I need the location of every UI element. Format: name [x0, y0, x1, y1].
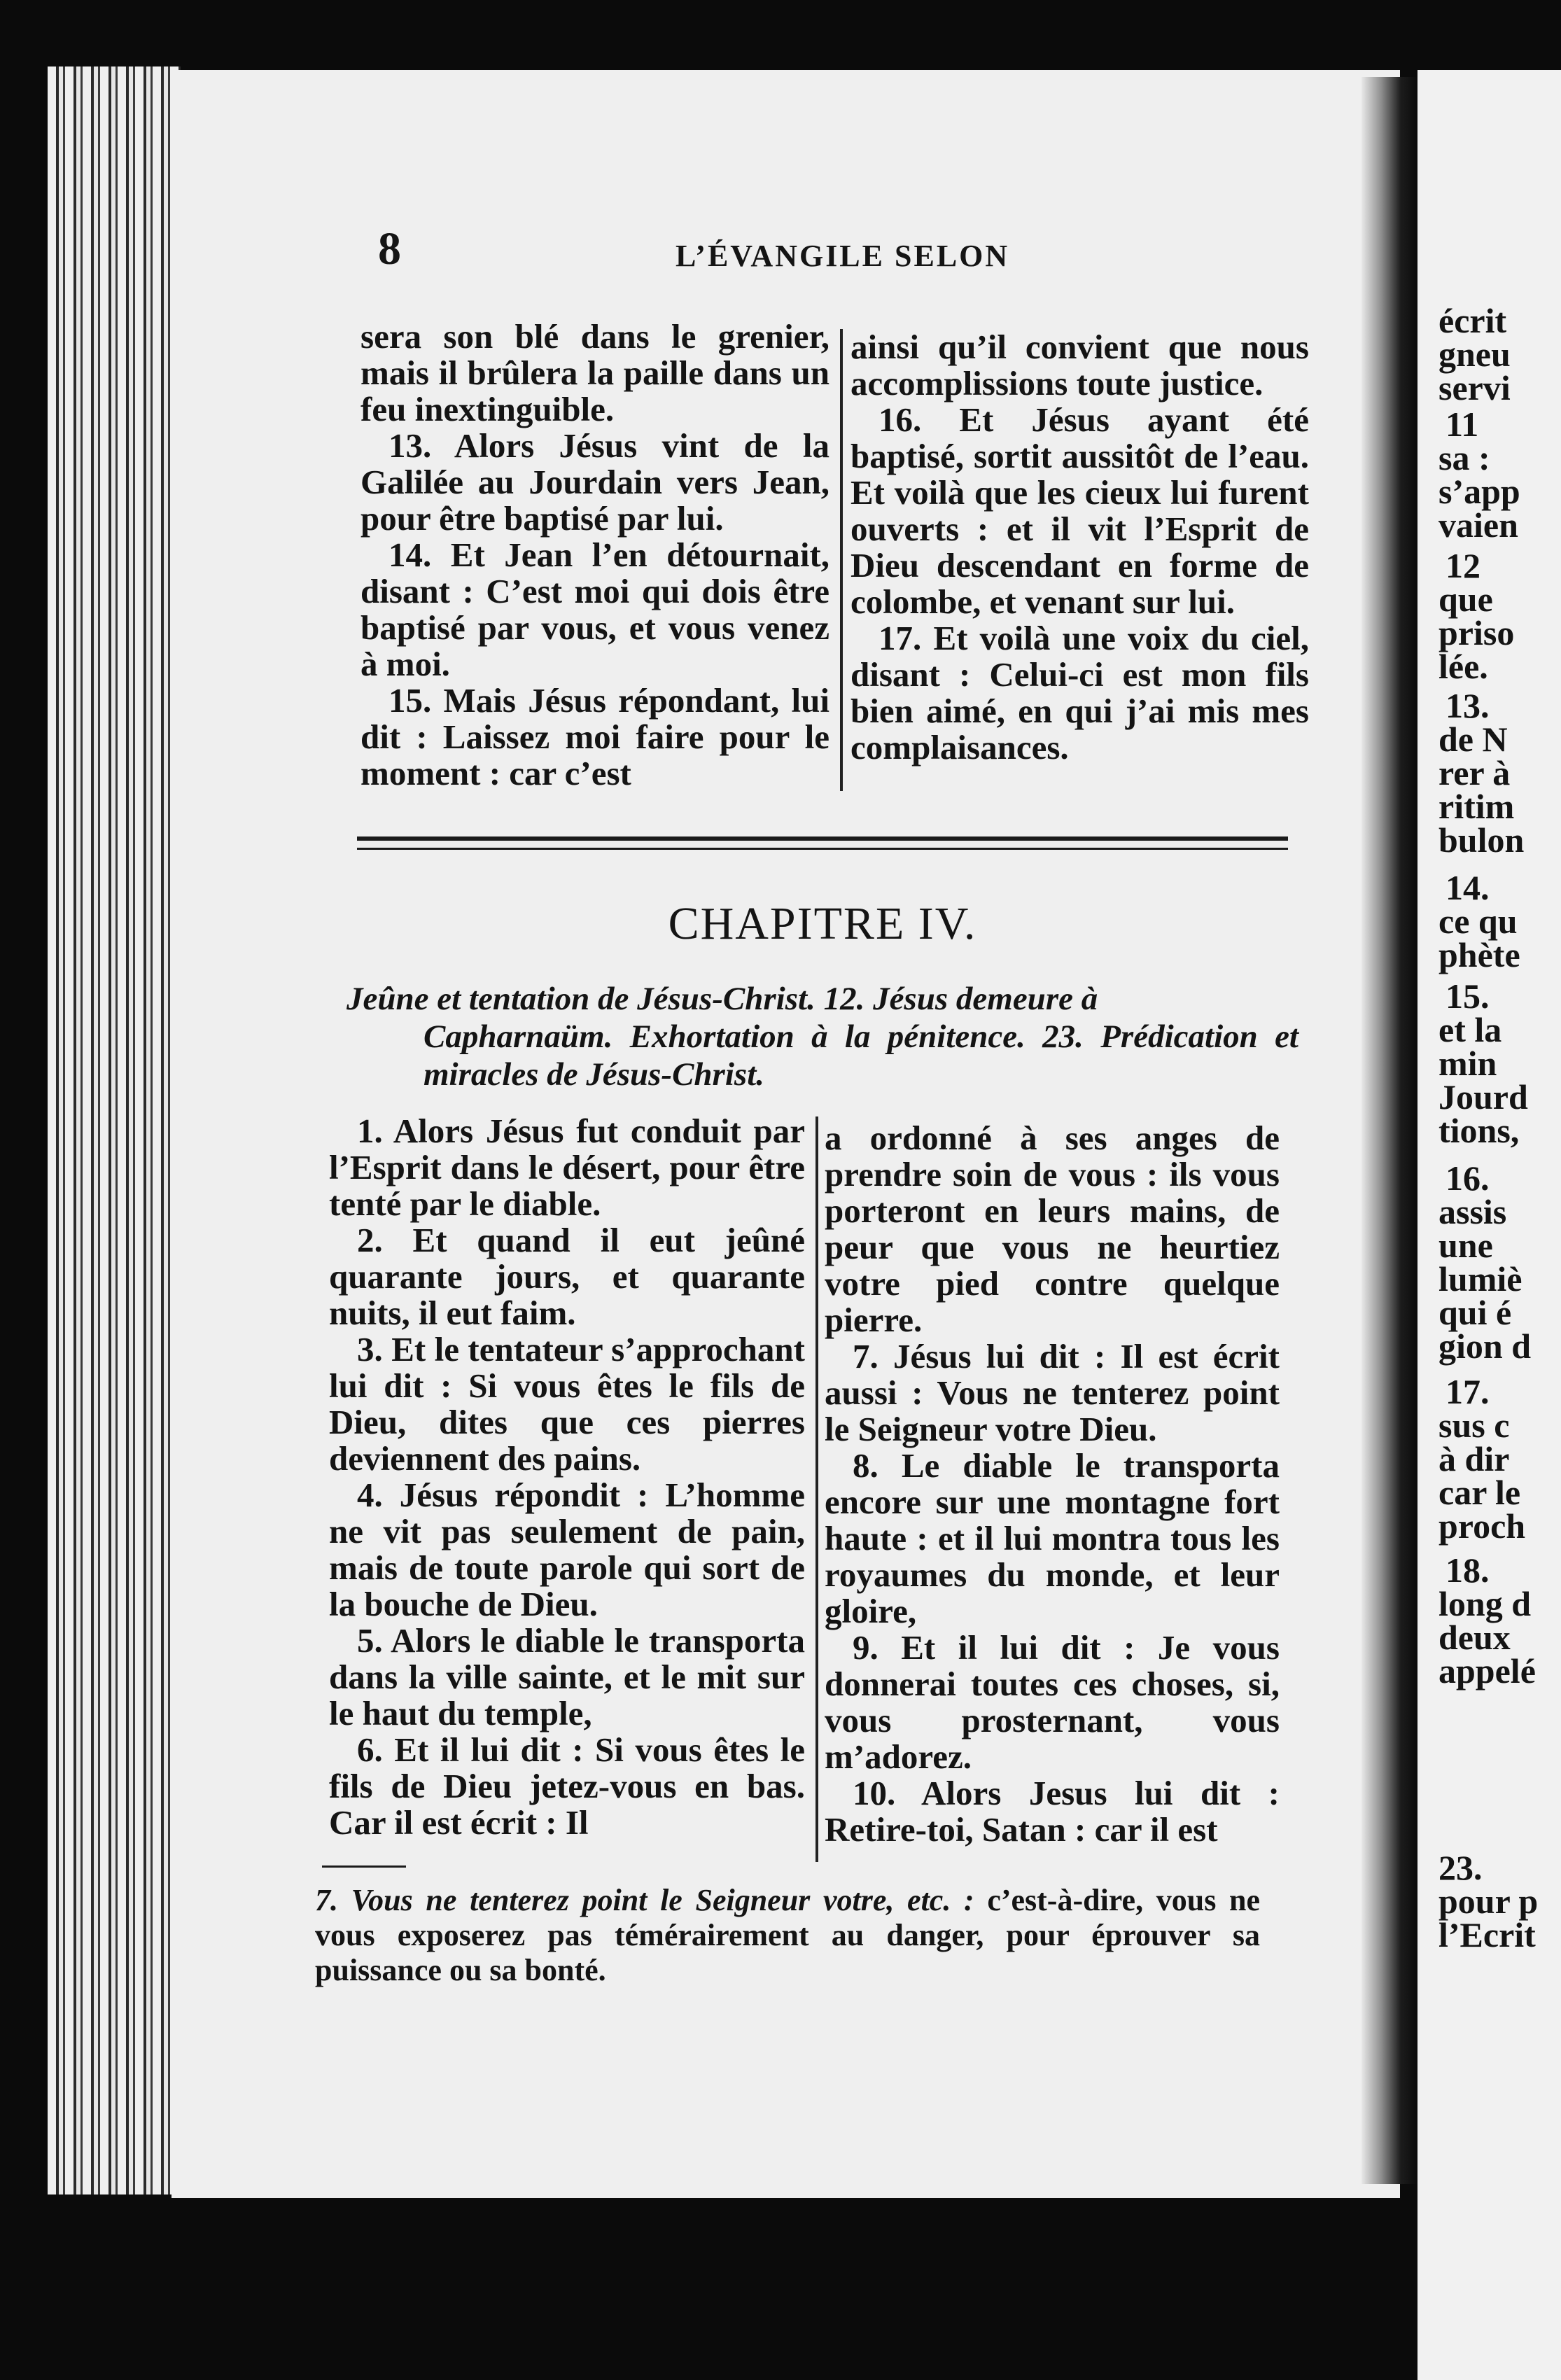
- section-double-rule: [357, 836, 1288, 850]
- verse-7: 7. Jésus lui dit : Il est écrit aussi : Vous ne tenterez point le Seigneur votre Dieu.: [825, 1337, 1280, 1448]
- top-left-column: [360, 318, 830, 792]
- adjacent-page-line: pour p: [1438, 1882, 1539, 1921]
- adjacent-page-line: servi: [1438, 368, 1511, 407]
- paragraph: sera son blé dans le grenier, mais il brûlera la paille dans un feu inextinguible.: [360, 317, 830, 428]
- adjacent-page-line: 17.: [1446, 1372, 1490, 1411]
- adjacent-page-line: phète: [1438, 935, 1520, 974]
- bottom-right-column: [825, 1120, 1280, 1848]
- verse-6: 6. Et il lui dit : Si vous êtes le fils de Dieu jetez-vous en bas. Car il est écrit : Il: [329, 1730, 805, 1842]
- verse-5: 5. Alors le diable le transporta dans la ville sainte, et le mit sur le haut du temple,: [329, 1621, 805, 1732]
- verse-14: 14. Et Jean l’en détournait, disant : C’est moi qui dois être baptisé par vous, et vous venez à moi.: [360, 536, 830, 683]
- adjacent-page-line: proch: [1438, 1506, 1526, 1546]
- adjacent-page-line: 13.: [1446, 686, 1490, 725]
- verse-1: 1. Alors Jésus fut conduit par l’Esprit dans le désert, pour être tenté par le diable.: [329, 1112, 805, 1223]
- adjacent-page-line: et la: [1438, 1010, 1502, 1049]
- verse-15: 15. Mais Jésus répondant, lui dit : Laissez moi faire pour le moment : car c’est: [360, 681, 830, 792]
- adjacent-page-line: à dir: [1438, 1439, 1510, 1478]
- adjacent-page-line: 16.: [1446, 1158, 1490, 1198]
- verse-17: 17. Et voilà une voix du ciel, disant : Celui-ci est mon fils bien aimé, en qui j’ai mis mes complaisances.: [850, 619, 1309, 766]
- adjacent-page-line: appelé: [1438, 1651, 1536, 1690]
- adjacent-page-line: deux: [1438, 1618, 1511, 1657]
- verse-3: 3. Et le tentateur s’approchant lui dit : Si vous êtes le fils de Dieu, dites que ces pierres deviennent des pains.: [329, 1330, 805, 1478]
- adjacent-page-line: 11: [1446, 405, 1479, 444]
- adjacent-page-line: s’app: [1438, 472, 1520, 511]
- adjacent-page-line: lumiè: [1438, 1259, 1522, 1298]
- column-divider-top: [840, 329, 843, 791]
- adjacent-page-line: 15.: [1446, 976, 1490, 1016]
- footnote-reference: 7. Vous ne tenterez point le Seigneur votre, etc. :: [315, 1883, 974, 1917]
- adjacent-page-line: 12: [1446, 546, 1480, 585]
- paragraph: a ordonné à ses anges de prendre soin de vous : ils vous porteront en leurs mains, de peur que vous ne heurtiez votre pied contre quelque pierre.: [825, 1119, 1280, 1339]
- summary-line-1: Jeûne et tentation de Jésus-Christ. 12. Jésus demeure à: [346, 981, 1098, 1017]
- verse-10: 10. Alors Jesus lui dit : Retire-toi, Satan : car il est: [825, 1774, 1280, 1849]
- adjacent-page-line: l’Ecrit: [1438, 1915, 1536, 1954]
- adjacent-page-line: priso: [1438, 613, 1515, 652]
- adjacent-page-line: rer à: [1438, 753, 1511, 792]
- adjacent-page-line: gneu: [1438, 335, 1511, 374]
- bottom-left-column: [329, 1113, 805, 1841]
- verse-8: 8. Le diable le transporta encore sur une montagne fort haute : et il lui montra tous les royaumes du monde, et leur gloire,: [825, 1446, 1280, 1630]
- adjacent-page-line: 14.: [1446, 868, 1490, 907]
- summary-rest: Capharnaüm. Exhortation à la pénitence. 23. Prédication et miracles de Jésus-Christ.: [424, 1018, 1298, 1093]
- column-divider-bottom: [816, 1116, 818, 1862]
- adjacent-page-line: Jourd: [1438, 1077, 1528, 1116]
- paragraph: ainsi qu’il convient que nous accomplissions toute justice.: [850, 328, 1309, 402]
- adjacent-page-line: ritim: [1438, 787, 1515, 826]
- footnote: [315, 1883, 1260, 1988]
- adjacent-page-line: une: [1438, 1226, 1493, 1265]
- adjacent-page-line: écrit: [1438, 301, 1507, 340]
- verse-2: 2. Et quand il eut jeûné quarante jours, et quarante nuits, il eut faim.: [329, 1221, 805, 1332]
- footnote-text: c’est-à-dire, vous ne vous exposerez pas témérairement au danger, pour éprouver sa puissance ou sa bonté.: [315, 1883, 1261, 1987]
- page-stack-edges: [48, 66, 181, 2194]
- adjacent-page-line: ce qu: [1438, 902, 1518, 941]
- adjacent-page-line: min: [1438, 1044, 1497, 1083]
- adjacent-page-line: car le: [1438, 1473, 1521, 1512]
- running-title: L’ÉVANGILE SELON: [676, 239, 1010, 273]
- adjacent-page-line: de N: [1438, 720, 1508, 759]
- adjacent-page-line: sus c: [1438, 1406, 1510, 1445]
- verse-13: 13. Alors Jésus vint de la Galilée au Jourdain vers Jean, pour être baptisé par lui.: [360, 426, 830, 538]
- adjacent-page-line: gion d: [1438, 1326, 1532, 1366]
- adjacent-page-line: 18.: [1446, 1550, 1490, 1590]
- chapter-title: CHAPITRE IV.: [668, 898, 977, 949]
- top-right-column: [850, 329, 1309, 766]
- verse-9: 9. Et il lui dit : Je vous donnerai toutes ces choses, si, vous prosternant, vous m’adorez.: [825, 1628, 1280, 1776]
- adjacent-page-line: bulon: [1438, 820, 1525, 860]
- adjacent-page: [1418, 70, 1561, 2380]
- adjacent-page-line: sa :: [1438, 438, 1490, 477]
- chapter-summary: [346, 980, 1298, 1093]
- page-number: 8: [378, 223, 401, 274]
- adjacent-page-line: tions,: [1438, 1111, 1520, 1150]
- adjacent-page-line: long d: [1438, 1584, 1532, 1623]
- footnote-rule: [322, 1865, 406, 1868]
- adjacent-page-line: assis: [1438, 1192, 1507, 1231]
- adjacent-page-line: que: [1438, 580, 1493, 619]
- adjacent-page-line: qui é: [1438, 1293, 1512, 1332]
- adjacent-page-line: 23.: [1438, 1848, 1483, 1887]
- binding-gutter: [1362, 77, 1418, 2184]
- verse-4: 4. Jésus répondit : L’homme ne vit pas seulement de pain, mais de toute parole qui sort de la bouche de Dieu.: [329, 1476, 805, 1623]
- adjacent-page-line: lée.: [1438, 647, 1488, 686]
- verse-16: 16. Et Jésus ayant été baptisé, sortit aussitôt de l’eau. Et voilà que les cieux lui furent ouverts : et il vit l’Esprit de Dieu descendant en forme de colombe, et venant sur lui.: [850, 400, 1309, 621]
- adjacent-page-line: vaien: [1438, 505, 1518, 545]
